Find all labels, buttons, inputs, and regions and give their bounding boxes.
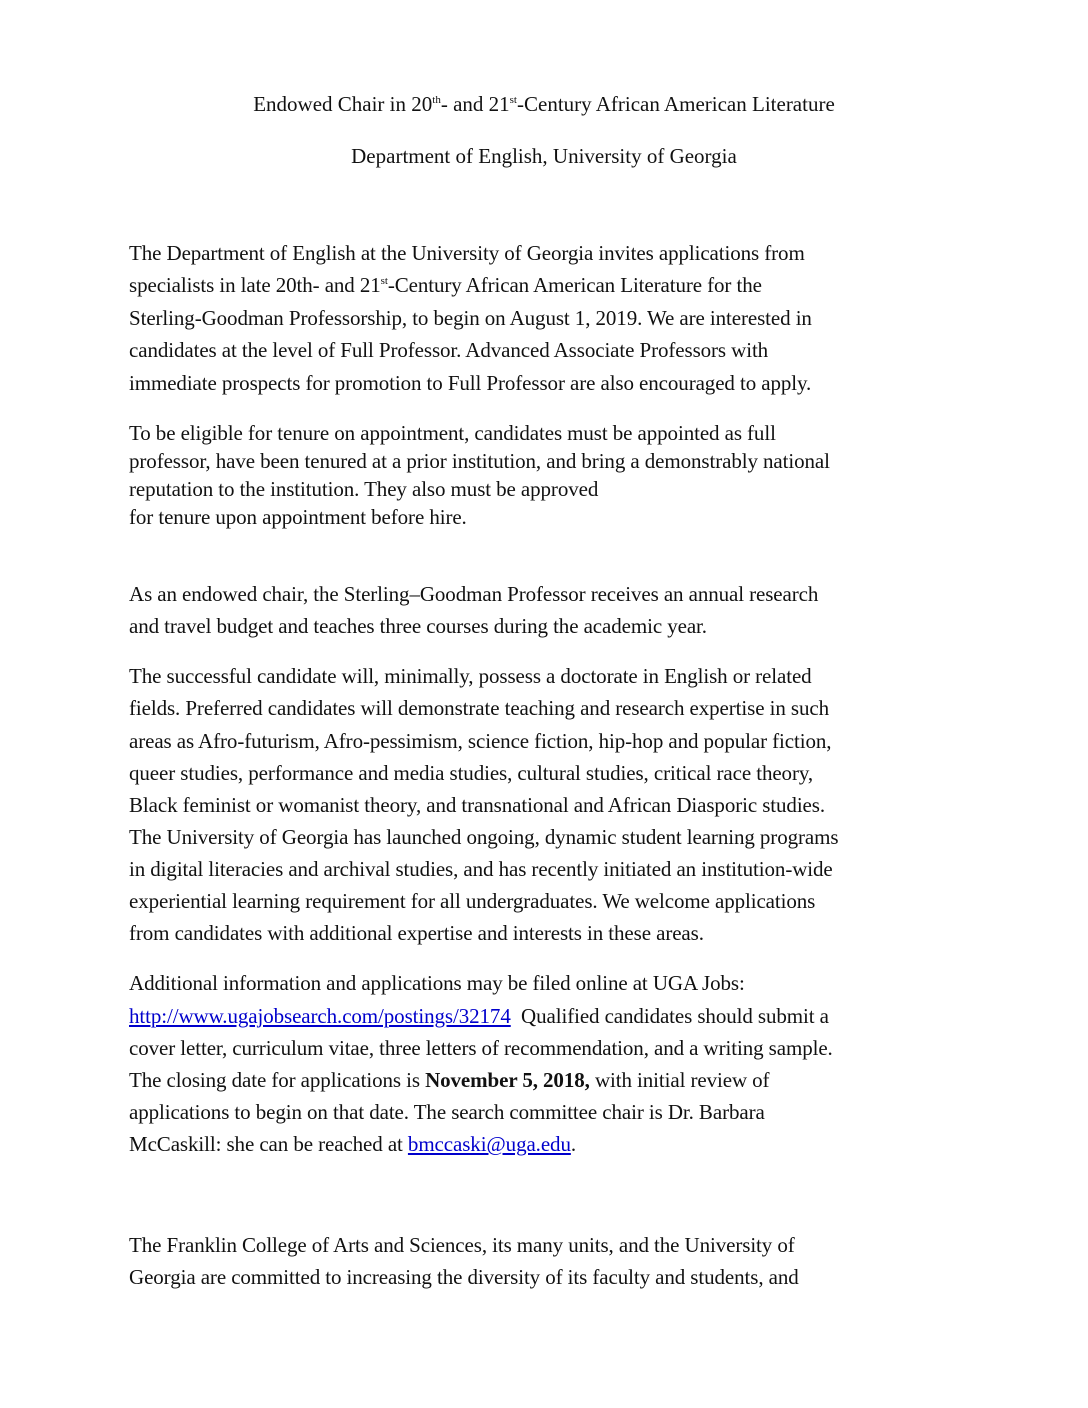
text-line: The Franklin College of Arts and Sciences, its many units, and the University of [129, 1233, 795, 1257]
text-span: The closing date for applications is [129, 1068, 426, 1092]
title-text: - and 21 [440, 92, 510, 116]
contact-email-link[interactable]: bmccaski@uga.edu [407, 1132, 571, 1156]
text-line: As an endowed chair, the Sterling–Goodman Professor receives an annual research [129, 582, 819, 606]
text-span: . [570, 1132, 577, 1156]
text-line: experiential learning requirement for all undergraduates. We welcome applications [129, 889, 816, 913]
text-line: The University of Georgia has launched ongoing, dynamic student learning programs [129, 825, 839, 849]
title-text: Endowed Chair in 20 [253, 92, 433, 116]
text-line: The Department of English at the University of Georgia invites applications from [129, 241, 805, 265]
text-line: To be eligible for tenure on appointment, candidates must be appointed as full [129, 421, 776, 445]
text-line: areas as Afro-futurism, Afro-pessimism, science fiction, hip-hop and popular fiction, [129, 729, 832, 753]
text-line: cover letter, curriculum vitae, three letters of recommendation, and a writing sample. [129, 1036, 833, 1060]
title-superscript: st [509, 94, 517, 106]
text-line [129, 273, 762, 298]
text-line: for tenure upon appointment before hire. [129, 505, 467, 529]
text-line: professor, have been tenured at a prior institution, and bring a demonstrably national [129, 449, 830, 473]
text-line [129, 1004, 829, 1029]
text-line: The successful candidate will, minimally, possess a doctorate in English or related [129, 664, 812, 688]
title-superscript: th [432, 94, 441, 106]
text-line: fields. Preferred candidates will demonstrate teaching and research expertise in such [129, 696, 829, 720]
text-span: -Century African American Literature for the [387, 273, 762, 297]
text-line: candidates at the level of Full Professor. Advanced Associate Professors with [129, 338, 769, 362]
text-line: in digital literacies and archival studies, and has recently initiated an institution-wide [129, 857, 833, 881]
text-span: specialists in late 20th- and 21 [129, 273, 381, 297]
text-line: queer studies, performance and media studies, cultural studies, critical race theory, [129, 761, 814, 785]
text-span: Qualified candidates should submit a [510, 1004, 829, 1028]
text-line: immediate prospects for promotion to Full Professor are also encouraged to apply. [129, 371, 812, 395]
text-line [129, 1132, 576, 1157]
text-line: Georgia are committed to increasing the diversity of its faculty and students, and [129, 1265, 799, 1289]
text-span: McCaskill: she can be reached at [129, 1132, 408, 1156]
superscript: st [380, 275, 388, 287]
text-line [129, 1068, 769, 1093]
text-line: from candidates with additional expertise and interests in these areas. [129, 921, 704, 945]
title-text: -Century African American Literature [517, 92, 835, 116]
text-line: Black feminist or womanist theory, and transnational and African Diasporic studies. [129, 793, 826, 817]
text-line: Sterling-Goodman Professorship, to begin on August 1, 2019. We are interested in [129, 306, 812, 330]
text-line: and travel budget and teaches three courses during the academic year. [129, 614, 707, 638]
closing-date: November 5, 2018, [425, 1068, 590, 1092]
document-subtitle: Department of English, University of Georgia [351, 144, 737, 168]
text-line: applications to begin on that date. The search committee chair is Dr. Barbara [129, 1100, 765, 1124]
document-title [0, 92, 1088, 117]
text-line: Additional information and applications may be filed online at UGA Jobs: [129, 971, 745, 995]
text-line: reputation to the institution. They also must be approved [129, 477, 599, 501]
text-span: with initial review of [589, 1068, 770, 1092]
job-posting-link[interactable]: http://www.ugajobsearch.com/postings/32174 [129, 1004, 511, 1028]
